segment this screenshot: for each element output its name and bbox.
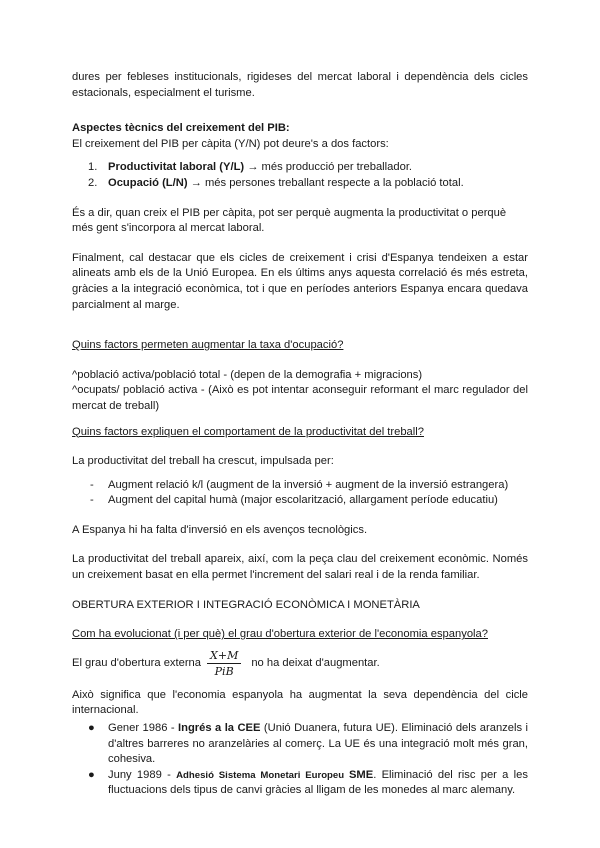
question-2-paragraph-1: A Espanya hi ha falta d'inversió en els avenços tecnològics. bbox=[72, 523, 368, 536]
pib-paragraph-1: És a dir, quan creix el PIB per càpita, pot ser perquè augmenta la productivitat o perquè més gent s'incorpora al mercat laboral. bbox=[72, 206, 507, 235]
question-3-paragraph: Això significa que l'economia espanyola ha augmentat la seva dependència del cicle internacional. bbox=[72, 688, 528, 717]
list-item: ● Juny 1989 - Adhesió Sistema Monetari Europeu SME. Eliminació del risc per a les fluctuacions dels tipus de canvi gràcies al lligam de les monedes al marc alemany. bbox=[88, 768, 528, 797]
question-3-title: Com ha evolucionat (i per què) el grau d'obertura exterior de l'economia espanyola? bbox=[72, 628, 488, 641]
bullet-icon: ● bbox=[88, 722, 95, 735]
list-item: 2. Ocupació (L/N) → més persones treballant respecte a la població total. bbox=[88, 176, 464, 189]
factors-list bbox=[72, 160, 528, 191]
formula-suffix: no ha deixat d'augmentar. bbox=[251, 656, 380, 669]
document-page bbox=[72, 70, 528, 799]
productivity-factors-list bbox=[72, 478, 528, 509]
list-item: - Augment relació k/l (augment de la inversió + augment de la inversió estrangera) bbox=[90, 478, 509, 491]
intro-paragraph: dures per febleses institucionals, rigideses del mercat laboral i dependència dels cicles estacionals, especialment el turisme. bbox=[72, 71, 528, 99]
question-1-line-1: ^població activa/població total - (depen de la demografia + migracions) bbox=[72, 368, 423, 381]
openness-formula bbox=[207, 649, 241, 678]
pib-section-heading: Aspectes tècnics del creixement del PIB: bbox=[72, 122, 290, 135]
pib-intro: El creixement del PIB per càpita (Y/N) pot deure's a dos factors: bbox=[72, 137, 389, 150]
openness-formula-line bbox=[72, 649, 528, 678]
section-heading: OBERTURA EXTERIOR I INTEGRACIÓ ECONÒMICA I MONETÀRIA bbox=[72, 598, 420, 611]
list-item: - Augment del capital humà (major escolarització, allargament període educatiu) bbox=[90, 494, 498, 507]
formula-prefix: El grau d'obertura externa bbox=[72, 656, 202, 669]
formula-denominator: PiB bbox=[214, 664, 234, 678]
question-1-title: Quins factors permeten augmentar la taxa d'ocupació? bbox=[72, 339, 344, 352]
formula-numerator: X+M bbox=[207, 649, 241, 664]
list-item: 1. Productivitat laboral (Y/L) → més producció per treballador. bbox=[88, 161, 413, 174]
events-list bbox=[72, 721, 528, 799]
question-2-intro: La productivitat del treball ha crescut, impulsada per: bbox=[72, 455, 334, 468]
question-1-line-2: ^ocupats/ població activa - (Això es pot intentar aconseguir reformant el marc regulador del mercat de treball) bbox=[72, 384, 528, 412]
pib-paragraph-2: Finalment, cal destacar que els cicles de creixement i crisi d'Espanya tendeixen a estar alineats amb els de la Unió Europea. En els últims anys aquesta correlació és més estreta, gràcies a la integració econòmica, tot i que en períodes anteriors Espanya encara quedava parcialment al marge. bbox=[72, 251, 528, 311]
question-2-title: Quins factors expliquen el comportament de la productivitat del treball? bbox=[72, 425, 424, 438]
bullet-icon: ● bbox=[88, 768, 95, 781]
list-item: ● Gener 1986 - Ingrés a la CEE (Unió Duanera, futura UE). Eliminació dels aranzels i d'altres barreres no aranzelàries al comerç. La UE és una integració molt més gran, cohesiva. bbox=[88, 722, 528, 766]
question-2-paragraph-2: La productivitat del treball apareix, així, com la peça clau del creixement econòmic. Només un creixement basat en ella permet l'increment del salari real i de la renda familiar. bbox=[72, 553, 528, 582]
